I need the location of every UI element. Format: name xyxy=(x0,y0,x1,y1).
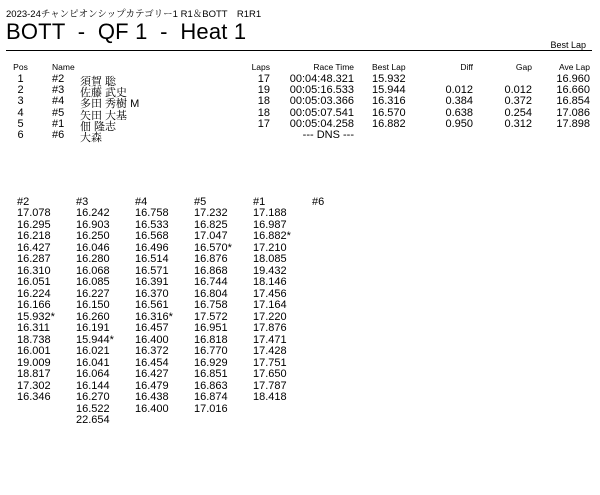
results-table xyxy=(0,62,600,144)
result-kart-number: #5 xyxy=(52,106,65,119)
lap-time: 16.818 xyxy=(194,333,228,346)
result-race-time: 00:05:03.366 xyxy=(289,95,354,108)
lap-time: 16.150 xyxy=(76,299,110,311)
lap-time: 17.232 xyxy=(194,207,228,219)
lap-time: 17.210 xyxy=(253,241,287,254)
lap-time: 16.346 xyxy=(17,391,51,403)
lap-time: 16.310 xyxy=(17,264,51,277)
lap-column xyxy=(135,196,190,415)
result-row xyxy=(0,73,600,88)
lap-time: 17.572 xyxy=(194,310,228,323)
lap-time: 16.903 xyxy=(76,218,110,231)
lap-time: 16.287 xyxy=(17,253,51,265)
lap-time: 19.009 xyxy=(17,356,51,369)
lap-column-kart: #1 xyxy=(253,196,266,208)
lap-time: 18.146 xyxy=(253,276,287,288)
result-best-lap: 16.570 xyxy=(372,106,406,119)
lap-time: 17.016 xyxy=(194,402,228,415)
result-gap: 0.254 xyxy=(504,106,532,119)
lap-time: 16.758 xyxy=(135,207,169,219)
lap-time: 16.311 xyxy=(17,322,50,334)
result-best-lap: 16.882 xyxy=(372,117,406,130)
lap-time: 17.047 xyxy=(194,230,228,242)
lap-column xyxy=(253,196,308,404)
lap-time: 17.220 xyxy=(253,310,287,323)
lap-time: 17.751 xyxy=(253,356,287,369)
result-laps: 19 xyxy=(257,84,270,97)
lap-time: 16.166 xyxy=(17,299,51,311)
lap-time: 16.570* xyxy=(194,241,232,254)
lap-time: 16.758 xyxy=(194,299,228,311)
result-driver-name: 須賀 聡 xyxy=(80,76,117,88)
lap-time: 16.242 xyxy=(76,207,110,219)
lap-time: 16.876 xyxy=(194,253,228,265)
result-diff: 0.384 xyxy=(445,95,473,108)
lap-time: 18.418 xyxy=(253,391,287,403)
result-best-lap: 15.932 xyxy=(372,73,406,85)
lap-time: 17.078 xyxy=(17,207,51,219)
lap-time: 16.191 xyxy=(76,322,110,334)
result-row xyxy=(0,117,600,133)
lap-time: 16.068 xyxy=(76,264,110,277)
lap-time: 16.454 xyxy=(135,356,169,369)
lap-time: 16.227 xyxy=(76,287,110,300)
results-header-row xyxy=(0,62,600,73)
result-race-time: 00:05:16.533 xyxy=(289,84,354,97)
result-ave-lap: 16.660 xyxy=(556,84,590,97)
lap-time: 16.021 xyxy=(76,345,110,357)
lap-time: 16.144 xyxy=(76,379,110,392)
lap-time: 16.224 xyxy=(17,287,51,300)
lap-time: 15.932* xyxy=(17,310,55,323)
lap-time: 16.744 xyxy=(194,276,228,288)
lap-column xyxy=(17,196,72,404)
lap-list xyxy=(76,208,131,427)
result-row xyxy=(0,128,600,144)
lap-time: 16.280 xyxy=(76,253,110,265)
lap-list xyxy=(253,208,308,404)
lap-time: 16.496 xyxy=(135,241,169,254)
result-kart-number: #2 xyxy=(52,73,65,85)
lap-column-kart: #2 xyxy=(17,196,30,208)
lap-column xyxy=(312,196,367,208)
result-driver-name: 矢田 大基 xyxy=(80,109,128,122)
lap-time: 18.738 xyxy=(17,333,51,346)
lap-time: 16.270 xyxy=(76,391,110,403)
result-row xyxy=(0,95,600,111)
result-pos: 5 xyxy=(17,117,24,130)
lap-time: 17.471 xyxy=(253,333,287,346)
lap-time: 16.929 xyxy=(194,356,228,369)
lap-time: 16.874 xyxy=(194,391,228,403)
lap-column-kart: #6 xyxy=(312,196,325,208)
lap-time: 16.085 xyxy=(76,276,110,288)
result-ave-lap: 16.960 xyxy=(556,73,590,85)
result-kart-number: #1 xyxy=(52,117,65,130)
header-best-lap: Best Lap xyxy=(372,62,406,72)
lap-time: 17.650 xyxy=(253,368,287,380)
lap-time: 16.457 xyxy=(135,322,169,334)
result-diff: 0.012 xyxy=(445,84,473,97)
lap-time: 16.400 xyxy=(135,402,169,415)
result-gap: 0.372 xyxy=(504,95,532,108)
lap-time: 16.522 xyxy=(76,402,110,415)
result-best-lap: 15.944 xyxy=(372,84,406,97)
result-pos: 1 xyxy=(17,73,24,85)
result-race-time: 00:05:07.541 xyxy=(289,106,354,119)
lap-time: 16.218 xyxy=(17,230,51,242)
result-driver-name: 佃 隆志 xyxy=(80,120,117,133)
result-kart-number: #4 xyxy=(52,95,65,108)
header-ave-lap: Ave Lap xyxy=(558,62,590,72)
result-driver-name: 多田 秀樹 M xyxy=(80,98,140,111)
result-diff: 0.638 xyxy=(445,106,473,119)
lap-time: 16.427 xyxy=(17,241,51,254)
lap-time: 17.188 xyxy=(253,207,287,219)
lap-time: 16.250 xyxy=(76,230,110,242)
result-gap: 0.312 xyxy=(504,117,532,130)
result-pos: 4 xyxy=(17,106,24,119)
lap-time: 16.427 xyxy=(135,368,169,380)
lap-time: 22.654 xyxy=(76,414,110,426)
lap-time: 16.825 xyxy=(194,218,228,231)
title-divider xyxy=(6,50,592,51)
lap-time: 18.085 xyxy=(253,253,287,265)
lap-time: 16.046 xyxy=(76,241,110,254)
lap-time: 16.391 xyxy=(135,276,169,288)
lap-time: 16.400 xyxy=(135,333,169,346)
lap-time: 16.770 xyxy=(194,345,228,357)
header-pos: Pos xyxy=(13,62,28,72)
lap-time: 16.804 xyxy=(194,287,228,300)
lap-time: 17.876 xyxy=(253,322,287,334)
header-race-time: Race Time xyxy=(313,62,354,72)
lap-time: 16.316* xyxy=(135,310,173,323)
lap-time: 16.001 xyxy=(17,345,51,357)
result-row xyxy=(0,84,600,100)
result-race-time: 00:05:04.258 xyxy=(289,117,354,130)
lap-time: 16.561 xyxy=(135,299,169,311)
lap-column-kart: #4 xyxy=(135,196,148,208)
lap-time: 16.370 xyxy=(135,287,169,300)
lap-time: 17.302 xyxy=(17,379,51,392)
lap-time: 17.428 xyxy=(253,345,287,357)
lap-time: 16.987 xyxy=(253,218,287,231)
lap-time: 16.064 xyxy=(76,368,110,380)
result-gap: 0.012 xyxy=(504,84,532,97)
result-kart-number: #3 xyxy=(52,84,65,97)
lap-list xyxy=(194,208,249,415)
result-dns-status: --- DNS --- xyxy=(302,128,354,141)
lap-time: 16.438 xyxy=(135,391,169,403)
lap-time: 16.260 xyxy=(76,310,110,323)
lap-list xyxy=(135,208,190,415)
lap-time: 16.951 xyxy=(194,322,228,334)
result-row xyxy=(0,106,600,122)
header-gap: Gap xyxy=(515,62,532,72)
lap-column-kart: #3 xyxy=(76,196,89,208)
result-laps: 17 xyxy=(257,73,270,85)
result-laps: 18 xyxy=(257,95,270,108)
result-pos: 6 xyxy=(17,128,24,141)
lap-time: 17.456 xyxy=(253,287,287,300)
lap-time: 16.533 xyxy=(135,218,169,231)
result-best-lap: 16.316 xyxy=(372,95,406,108)
lap-time: 16.882* xyxy=(253,230,291,242)
lap-column xyxy=(194,196,249,415)
lap-time: 16.479 xyxy=(135,379,169,392)
result-kart-number: #6 xyxy=(52,128,65,141)
lap-times-grid xyxy=(0,196,600,486)
lap-column-kart: #5 xyxy=(194,196,207,208)
lap-time: 19.432 xyxy=(253,264,287,277)
lap-time: 18.817 xyxy=(17,368,51,380)
lap-time: 16.851 xyxy=(194,368,228,380)
result-ave-lap: 17.086 xyxy=(556,106,590,119)
lap-list xyxy=(17,208,72,404)
header-laps: Laps xyxy=(251,62,270,72)
result-laps: 17 xyxy=(257,117,270,130)
lap-time: 16.041 xyxy=(76,356,110,369)
lap-time: 16.295 xyxy=(17,218,51,231)
result-driver-name: 佐藤 武史 xyxy=(80,87,128,100)
result-race-time: 00:04:48.321 xyxy=(289,73,354,85)
lap-time: 16.514 xyxy=(135,253,169,265)
best-lap-label: Best Lap xyxy=(550,40,586,50)
lap-time: 17.787 xyxy=(253,379,287,392)
result-ave-lap: 16.854 xyxy=(556,95,590,108)
lap-time: 16.571 xyxy=(135,264,169,277)
lap-column xyxy=(76,196,131,427)
lap-time: 16.568 xyxy=(135,230,169,242)
result-pos: 3 xyxy=(17,95,24,108)
lap-time: 16.372 xyxy=(135,345,169,357)
event-title: 2023-24チャンピオンシップカテゴリー1 R1＆BOTT R1R1 xyxy=(6,9,262,20)
lap-time: 17.164 xyxy=(253,299,287,311)
lap-time: 15.944* xyxy=(76,333,114,346)
header-diff: Diff xyxy=(460,62,473,72)
result-diff: 0.950 xyxy=(445,117,473,130)
result-ave-lap: 17.898 xyxy=(556,117,590,130)
result-laps: 18 xyxy=(257,106,270,119)
heat-title: BOTT - QF 1 - Heat 1 xyxy=(6,19,247,44)
lap-time: 16.868 xyxy=(194,264,228,277)
lap-time: 16.051 xyxy=(17,276,51,288)
result-driver-name: 大森 xyxy=(80,131,102,144)
result-pos: 2 xyxy=(17,84,24,97)
lap-time: 16.863 xyxy=(194,379,228,392)
header-name: Name xyxy=(52,62,75,72)
